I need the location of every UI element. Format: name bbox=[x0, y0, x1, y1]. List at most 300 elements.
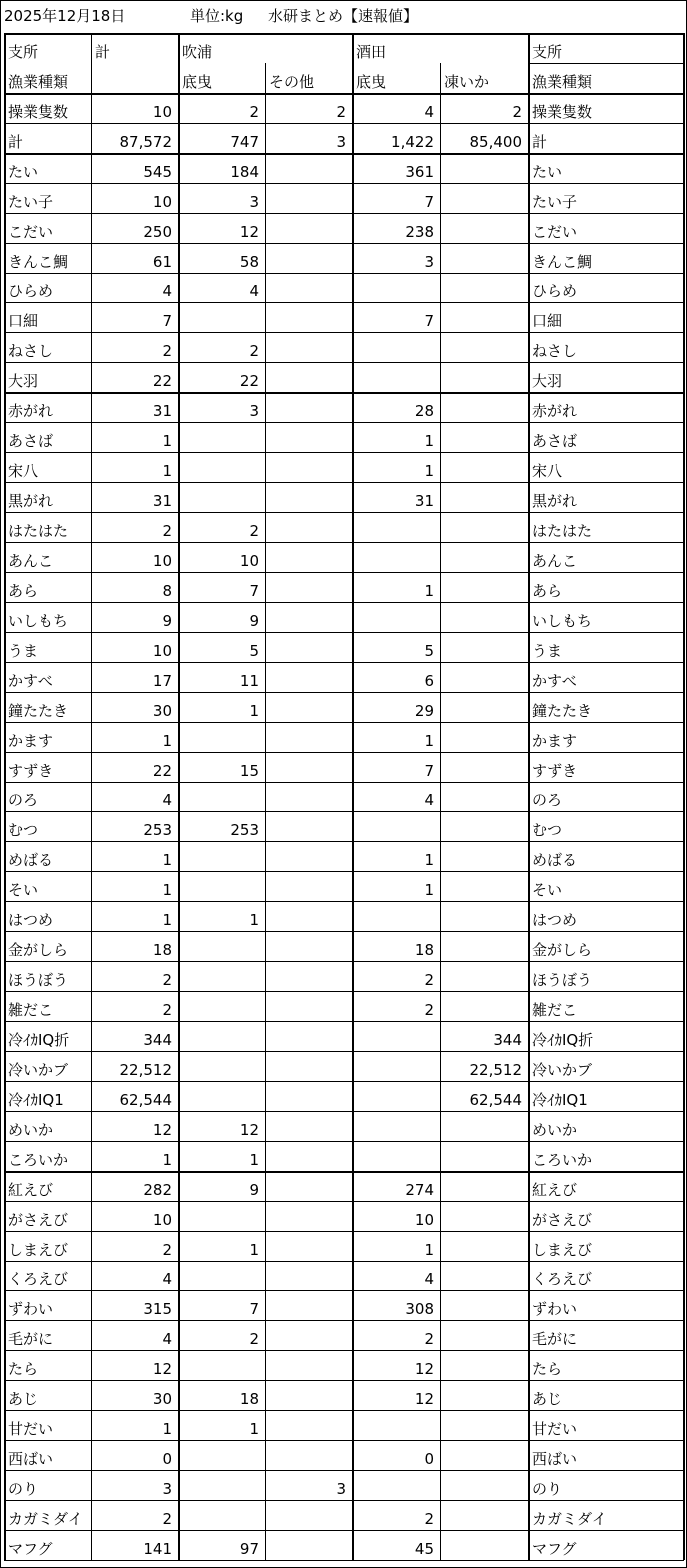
species-value: 4 bbox=[249, 282, 259, 300]
species-name: かすべ bbox=[8, 672, 53, 690]
species-value bbox=[440, 931, 528, 961]
species-value bbox=[265, 1410, 352, 1440]
species-value bbox=[178, 782, 265, 811]
grid-line bbox=[4, 752, 684, 753]
grid-line bbox=[4, 1470, 684, 1471]
species-value bbox=[440, 662, 528, 692]
report-date: 2025年12月18日 bbox=[4, 7, 126, 25]
species-value: 282 bbox=[143, 1181, 172, 1199]
grid-line bbox=[4, 33, 684, 35]
species-value bbox=[265, 871, 352, 901]
fukiura-other-header: その他 bbox=[269, 73, 315, 91]
species-value bbox=[440, 841, 528, 871]
species-value: 12 bbox=[152, 1121, 172, 1139]
species-name: ほうぼう bbox=[8, 971, 69, 989]
grid-line bbox=[4, 1560, 684, 1561]
species-name-right: 冷ｲｶIQ折 bbox=[532, 1031, 594, 1049]
grid-line bbox=[4, 901, 684, 902]
species-name-right: あさば bbox=[532, 432, 578, 450]
sakata-ika-header: 凍いか bbox=[444, 73, 490, 91]
species-value: 22,512 bbox=[469, 1061, 522, 1079]
species-name-right: そい bbox=[532, 881, 563, 899]
species-name-right: むつ bbox=[532, 821, 563, 839]
species-value: 1 bbox=[249, 911, 259, 929]
grid-line bbox=[4, 1500, 684, 1501]
species-value: 62,544 bbox=[469, 1091, 522, 1109]
branch-header-right: 支所 bbox=[532, 43, 563, 61]
species-name-right: はつめ bbox=[532, 911, 578, 929]
grid-line bbox=[4, 572, 684, 573]
species-value bbox=[440, 1290, 528, 1320]
species-name: うま bbox=[8, 642, 39, 660]
grid-line bbox=[4, 1081, 684, 1082]
species-value: 31 bbox=[152, 492, 172, 510]
species-name: がさえび bbox=[8, 1211, 69, 1229]
species-name-right: 黒がれ bbox=[532, 492, 578, 510]
species-value: 97 bbox=[239, 1540, 259, 1558]
species-name-right: 鐘たたき bbox=[532, 702, 593, 720]
species-name-right: 西ばい bbox=[532, 1450, 578, 1468]
species-value bbox=[440, 1201, 528, 1231]
species-value: 6 bbox=[424, 672, 434, 690]
species-value bbox=[265, 602, 352, 632]
species-value: 2 bbox=[162, 522, 172, 540]
total-value: 747 bbox=[230, 133, 259, 151]
species-value bbox=[352, 1021, 440, 1051]
grid-line bbox=[4, 1051, 684, 1052]
species-value: 8 bbox=[162, 582, 172, 600]
species-value: 2 bbox=[162, 971, 172, 989]
grid-line bbox=[4, 362, 684, 363]
species-value bbox=[265, 752, 352, 782]
species-value bbox=[440, 811, 528, 841]
species-name: ころいか bbox=[8, 1151, 69, 1169]
species-value: 18 bbox=[414, 941, 434, 959]
boats-value: 2 bbox=[512, 103, 522, 121]
species-value bbox=[178, 1500, 265, 1530]
species-value bbox=[178, 302, 265, 332]
grid-line bbox=[4, 991, 684, 992]
species-value: 250 bbox=[143, 223, 172, 241]
species-value: 9 bbox=[162, 612, 172, 630]
species-value: 12 bbox=[152, 1360, 172, 1378]
species-value bbox=[440, 1320, 528, 1350]
grid-line bbox=[4, 1231, 684, 1232]
species-value bbox=[440, 1350, 528, 1380]
species-value bbox=[178, 871, 265, 901]
species-value bbox=[440, 1171, 528, 1201]
species-value bbox=[265, 1051, 352, 1081]
species-value bbox=[440, 1141, 528, 1171]
boats-value: 4 bbox=[424, 103, 434, 121]
species-value bbox=[440, 512, 528, 542]
species-name-right: たら bbox=[532, 1360, 563, 1378]
species-value bbox=[265, 302, 352, 332]
species-name: 口細 bbox=[8, 312, 39, 330]
species-value: 2 bbox=[249, 342, 259, 360]
species-value: 10 bbox=[152, 193, 172, 211]
fukiura-sokobiki-header: 底曳 bbox=[182, 73, 213, 91]
grid-line bbox=[4, 662, 684, 663]
species-name-right: はたはた bbox=[532, 522, 593, 540]
total-value: 85,400 bbox=[469, 133, 522, 151]
species-name-right: ひらめ bbox=[532, 282, 578, 300]
species-value: 4 bbox=[424, 1270, 434, 1288]
species-value: 1 bbox=[424, 582, 434, 600]
species-name: 赤がれ bbox=[8, 402, 54, 420]
species-value: 7 bbox=[162, 312, 172, 330]
species-value bbox=[178, 1440, 265, 1470]
species-value: 1 bbox=[249, 1241, 259, 1259]
species-name-right: 紅えび bbox=[532, 1181, 578, 1199]
species-name: ねさし bbox=[8, 342, 54, 360]
species-value bbox=[440, 1440, 528, 1470]
species-name: 西ばい bbox=[8, 1450, 54, 1468]
grid-line bbox=[4, 602, 684, 603]
species-value bbox=[265, 392, 352, 422]
species-name-right: 金がしら bbox=[532, 941, 593, 959]
species-value bbox=[178, 841, 265, 871]
species-name: きんこ鯛 bbox=[8, 253, 69, 271]
species-name-right: かます bbox=[532, 732, 578, 750]
species-value: 308 bbox=[405, 1300, 434, 1318]
species-name: むつ bbox=[8, 821, 39, 839]
species-value: 12 bbox=[414, 1360, 434, 1378]
grid-line bbox=[4, 332, 684, 333]
species-value bbox=[440, 1380, 528, 1410]
species-value bbox=[352, 901, 440, 931]
species-value: 2 bbox=[424, 1330, 434, 1348]
species-value: 7 bbox=[424, 762, 434, 780]
species-value: 1 bbox=[424, 462, 434, 480]
species-value: 29 bbox=[414, 702, 434, 720]
species-value: 4 bbox=[162, 1270, 172, 1288]
species-name-right: うま bbox=[532, 642, 563, 660]
species-value bbox=[265, 1111, 352, 1141]
species-value: 1 bbox=[162, 462, 172, 480]
species-value bbox=[265, 961, 352, 991]
species-value bbox=[440, 961, 528, 991]
species-name: 毛がに bbox=[8, 1330, 54, 1348]
species-name: 冷ｲｶIQ折 bbox=[8, 1031, 70, 1049]
species-name: あじ bbox=[8, 1390, 39, 1408]
species-name: のろ bbox=[8, 791, 39, 809]
species-value bbox=[440, 1530, 528, 1560]
species-value bbox=[265, 632, 352, 662]
grid-line bbox=[4, 1021, 684, 1022]
grid-line bbox=[91, 33, 92, 1560]
grid-line bbox=[4, 1530, 684, 1531]
grid-line bbox=[0, 0, 1, 1568]
species-value: 17 bbox=[152, 672, 172, 690]
species-name-right: ほうぼう bbox=[532, 971, 593, 989]
species-value bbox=[440, 991, 528, 1021]
species-name: はたはた bbox=[8, 522, 69, 540]
grid-line bbox=[4, 1440, 684, 1441]
grid-line bbox=[4, 1380, 684, 1381]
species-value bbox=[265, 1320, 352, 1350]
species-value: 61 bbox=[152, 253, 172, 271]
grid-line bbox=[4, 1171, 684, 1173]
species-value: 1 bbox=[162, 881, 172, 899]
species-value: 0 bbox=[424, 1450, 434, 1468]
species-name: たい子 bbox=[8, 193, 54, 211]
species-value: 1 bbox=[424, 851, 434, 869]
species-value: 28 bbox=[414, 402, 434, 420]
species-value bbox=[352, 332, 440, 362]
species-value: 22 bbox=[239, 372, 259, 390]
species-name-right: 甘だい bbox=[532, 1420, 578, 1438]
species-value: 1 bbox=[162, 1151, 172, 1169]
grid-line bbox=[4, 1141, 684, 1142]
grid-line bbox=[4, 1410, 684, 1411]
species-name-right: しまえび bbox=[532, 1241, 593, 1259]
species-name-right: 雑だこ bbox=[532, 1001, 578, 1019]
species-value bbox=[265, 1081, 352, 1111]
species-value: 4 bbox=[424, 791, 434, 809]
grid-line bbox=[4, 841, 684, 842]
species-value bbox=[265, 243, 352, 273]
species-value bbox=[178, 1201, 265, 1231]
species-value bbox=[178, 722, 265, 752]
grid-line bbox=[4, 422, 684, 423]
species-value: 45 bbox=[414, 1540, 434, 1558]
species-name: あんこ bbox=[8, 552, 54, 570]
species-name-right: カガミダイ bbox=[532, 1510, 607, 1528]
species-name-right: 口細 bbox=[532, 312, 563, 330]
species-value bbox=[265, 991, 352, 1021]
species-name: ひらめ bbox=[8, 282, 54, 300]
species-name-right: きんこ鯛 bbox=[532, 253, 593, 271]
species-value bbox=[440, 542, 528, 572]
species-value: 1 bbox=[162, 432, 172, 450]
species-value: 1 bbox=[162, 1420, 172, 1438]
species-name: そい bbox=[8, 881, 39, 899]
species-value: 1 bbox=[249, 702, 259, 720]
species-value bbox=[265, 542, 352, 572]
grid-line bbox=[4, 183, 684, 184]
species-value bbox=[440, 332, 528, 362]
grid-line bbox=[4, 961, 684, 962]
species-value: 58 bbox=[239, 253, 259, 271]
species-value: 2 bbox=[162, 1001, 172, 1019]
species-value bbox=[352, 512, 440, 542]
species-value bbox=[265, 362, 352, 392]
species-value bbox=[440, 392, 528, 422]
report-title: 水研まとめ【速報値】 bbox=[268, 7, 419, 25]
species-value bbox=[178, 1051, 265, 1081]
species-value: 12 bbox=[414, 1390, 434, 1408]
species-value bbox=[265, 273, 352, 302]
species-value: 10 bbox=[152, 1211, 172, 1229]
species-name-right: マフグ bbox=[532, 1540, 577, 1558]
species-value: 361 bbox=[405, 163, 434, 181]
species-name-right: いしもち bbox=[532, 612, 593, 630]
species-value: 344 bbox=[493, 1031, 522, 1049]
species-name-right: のり bbox=[532, 1480, 563, 1498]
grid-line bbox=[4, 273, 684, 274]
boats-value: 10 bbox=[152, 103, 172, 121]
grid-line bbox=[4, 512, 684, 513]
species-value bbox=[265, 782, 352, 811]
species-value bbox=[178, 1021, 265, 1051]
species-value: 1 bbox=[162, 732, 172, 750]
species-name: 雑だこ bbox=[8, 1001, 54, 1019]
unit-label: 単位:kg bbox=[190, 7, 244, 25]
species-name: あら bbox=[8, 582, 39, 600]
species-name-right: がさえび bbox=[532, 1211, 593, 1229]
grid-line bbox=[4, 1261, 684, 1262]
species-value bbox=[265, 811, 352, 841]
branch-header: 支所 bbox=[8, 43, 39, 61]
boats-value: 2 bbox=[336, 103, 346, 121]
grid-line bbox=[4, 871, 684, 872]
species-value bbox=[178, 1081, 265, 1111]
species-value bbox=[352, 1141, 440, 1171]
grid-line bbox=[4, 542, 684, 543]
species-value bbox=[352, 542, 440, 572]
grid-line bbox=[178, 33, 180, 1560]
species-value: 545 bbox=[143, 163, 172, 181]
species-value bbox=[265, 1021, 352, 1051]
species-value bbox=[440, 422, 528, 452]
species-value bbox=[265, 1201, 352, 1231]
species-value bbox=[440, 752, 528, 782]
species-value: 2 bbox=[424, 971, 434, 989]
grid-line bbox=[352, 33, 354, 1560]
species-value: 18 bbox=[152, 941, 172, 959]
species-value bbox=[178, 931, 265, 961]
species-value: 238 bbox=[405, 223, 434, 241]
species-value bbox=[352, 1081, 440, 1111]
species-value bbox=[440, 302, 528, 332]
species-value bbox=[178, 1470, 265, 1500]
fishery-type-header: 漁業種類 bbox=[8, 73, 69, 91]
species-value bbox=[352, 1051, 440, 1081]
species-value: 15 bbox=[239, 762, 259, 780]
total-value: 87,572 bbox=[119, 133, 172, 151]
grid-line bbox=[4, 243, 684, 244]
species-name: 宋八 bbox=[8, 462, 39, 480]
species-value: 1 bbox=[424, 432, 434, 450]
species-name-right: あんこ bbox=[532, 552, 578, 570]
species-value bbox=[440, 632, 528, 662]
species-value bbox=[265, 1141, 352, 1171]
species-value: 344 bbox=[143, 1031, 172, 1049]
species-name-right: ころいか bbox=[532, 1151, 593, 1169]
species-name: こだい bbox=[8, 223, 54, 241]
species-value: 3 bbox=[249, 402, 259, 420]
species-value: 9 bbox=[249, 612, 259, 630]
species-value bbox=[265, 1231, 352, 1261]
species-value bbox=[440, 572, 528, 602]
species-name-right: たい子 bbox=[532, 193, 578, 211]
species-value: 1 bbox=[249, 1151, 259, 1169]
species-value: 31 bbox=[152, 402, 172, 420]
species-value: 22 bbox=[152, 372, 172, 390]
species-value bbox=[178, 422, 265, 452]
species-name-right: めばる bbox=[532, 851, 578, 869]
total-value: 3 bbox=[336, 133, 346, 151]
species-value bbox=[265, 153, 352, 183]
species-value bbox=[265, 841, 352, 871]
species-value: 3 bbox=[249, 193, 259, 211]
species-value: 2 bbox=[249, 1330, 259, 1348]
grid-line bbox=[4, 1201, 684, 1202]
species-value: 30 bbox=[152, 702, 172, 720]
species-value: 7 bbox=[249, 1300, 259, 1318]
species-value: 1 bbox=[424, 732, 434, 750]
species-value bbox=[440, 692, 528, 722]
species-value: 10 bbox=[152, 642, 172, 660]
species-value: 10 bbox=[414, 1211, 434, 1229]
species-value bbox=[352, 1111, 440, 1141]
species-value: 2 bbox=[424, 1001, 434, 1019]
species-name-right: あじ bbox=[532, 1390, 563, 1408]
species-name-right: かすべ bbox=[532, 672, 577, 690]
species-value: 1 bbox=[162, 911, 172, 929]
species-name: 冷いかブ bbox=[8, 1061, 69, 1079]
branch-fukiura: 吹浦 bbox=[182, 43, 213, 61]
species-name: 甘だい bbox=[8, 1420, 54, 1438]
grid-line bbox=[683, 33, 685, 1560]
species-value: 11 bbox=[239, 672, 259, 690]
sakata-sokobiki-header: 底曳 bbox=[356, 73, 387, 91]
species-value: 12 bbox=[239, 223, 259, 241]
total-value: 1,422 bbox=[391, 133, 434, 151]
species-value bbox=[352, 602, 440, 632]
species-name: ずわい bbox=[8, 1300, 54, 1318]
species-name: すずき bbox=[8, 762, 54, 780]
grid-line bbox=[4, 392, 684, 394]
species-name-right: ずわい bbox=[532, 1300, 578, 1318]
species-value: 2 bbox=[162, 1241, 172, 1259]
species-value bbox=[265, 332, 352, 362]
species-value bbox=[265, 1261, 352, 1290]
species-value bbox=[440, 362, 528, 392]
species-value bbox=[440, 782, 528, 811]
species-value bbox=[265, 901, 352, 931]
species-value: 3 bbox=[336, 1480, 346, 1498]
species-value: 0 bbox=[162, 1450, 172, 1468]
species-value bbox=[178, 452, 265, 482]
species-name-right: あら bbox=[532, 582, 563, 600]
species-name-right: くろえび bbox=[532, 1270, 593, 1288]
grid-line bbox=[440, 63, 441, 1560]
species-value: 184 bbox=[230, 163, 259, 181]
species-value bbox=[265, 422, 352, 452]
species-value bbox=[178, 961, 265, 991]
species-value bbox=[440, 153, 528, 183]
species-value bbox=[352, 811, 440, 841]
species-value bbox=[265, 452, 352, 482]
species-value: 1 bbox=[162, 851, 172, 869]
species-value: 1 bbox=[424, 881, 434, 899]
species-value bbox=[352, 1410, 440, 1440]
species-value: 4 bbox=[162, 791, 172, 809]
species-value: 315 bbox=[143, 1300, 172, 1318]
species-value bbox=[352, 273, 440, 302]
grid-line bbox=[4, 33, 6, 1560]
total-label: 計 bbox=[8, 133, 24, 151]
species-value bbox=[265, 512, 352, 542]
species-value: 30 bbox=[152, 1390, 172, 1408]
grid-line bbox=[4, 1290, 684, 1291]
species-value: 5 bbox=[249, 642, 259, 660]
grid-line bbox=[4, 123, 684, 124]
grid-line bbox=[4, 452, 684, 453]
species-value bbox=[440, 482, 528, 512]
